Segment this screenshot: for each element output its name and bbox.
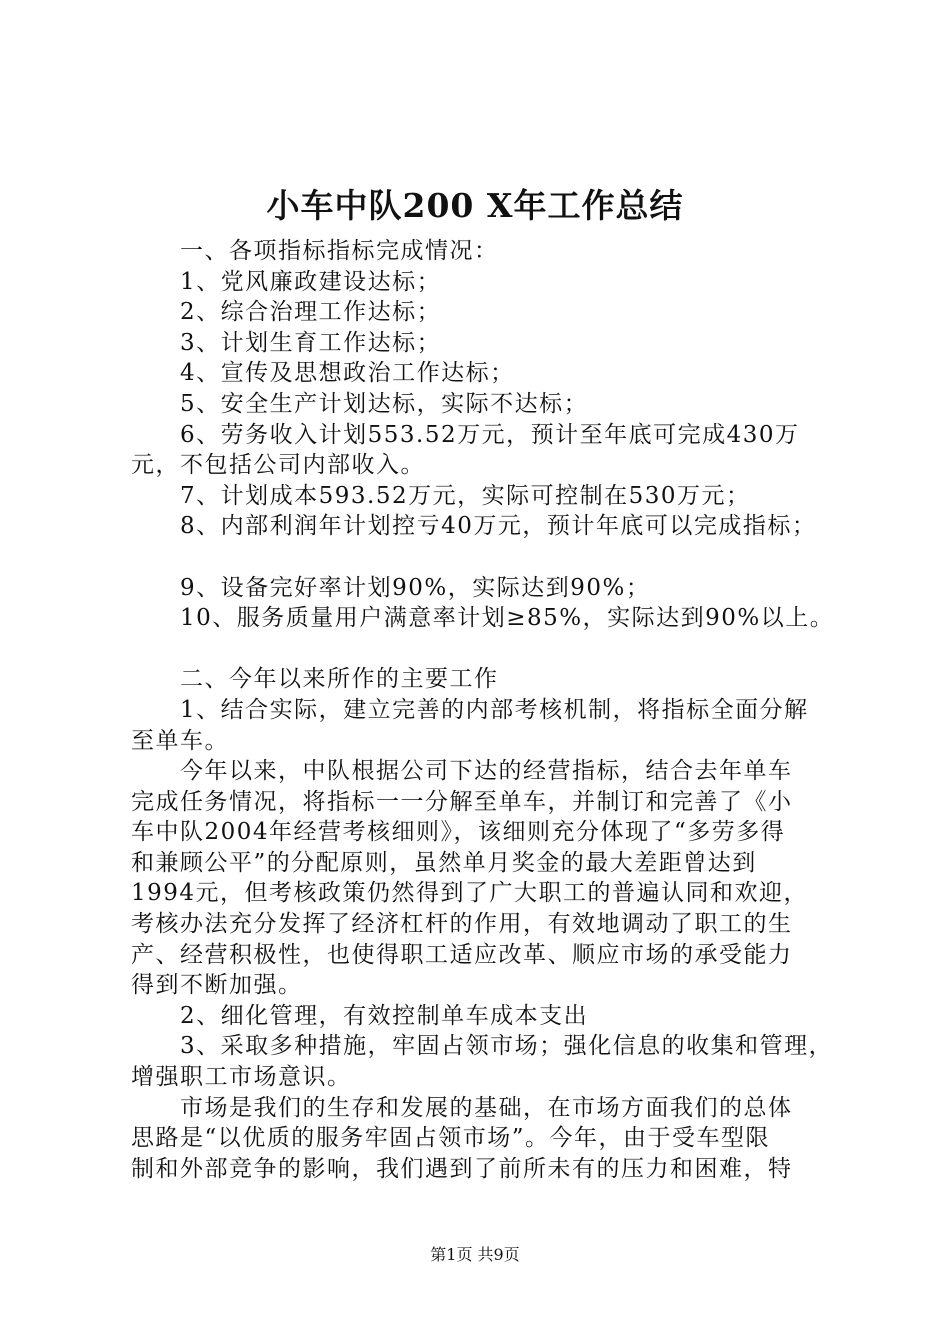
list-item: 10、服务质量用户满意率计划≥85%，实际达到90%以上。 bbox=[180, 605, 835, 632]
paragraph-line: 今年以来，中队根据公司下达的经营指标，结合去年单车 bbox=[180, 758, 793, 785]
list-item: 2、综合治理工作达标； bbox=[180, 299, 442, 326]
paragraph-line: 车中队2004年经营考核细则》，该细则充分体现了“多劳多得 bbox=[131, 819, 786, 846]
list-item: 4、宣传及思想政治工作达标； bbox=[180, 360, 515, 387]
page-number: 第1页 共9页 bbox=[430, 1245, 520, 1264]
document-body bbox=[131, 236, 837, 1184]
list-item: 7、计划成本593.52万元，实际可控制在530万元； bbox=[180, 482, 751, 509]
paragraph-line: 思路是“以优质的服务牢固占领市场”。今年，由于受车型限 bbox=[131, 1125, 771, 1152]
list-item: 3、计划生育工作达标； bbox=[180, 329, 442, 356]
paragraph-line: 得到不断加强。 bbox=[131, 972, 303, 999]
section-heading-2: 二、今年以来所作的主要工作 bbox=[180, 666, 499, 693]
blank-line bbox=[131, 542, 837, 573]
list-item: 8、内部利润年计划控亏40万元，预计年底可以完成指标； bbox=[180, 513, 817, 540]
list-item: 5、安全生产计划达标，实际不达标； bbox=[180, 390, 589, 417]
paragraph-line: 1、结合实际，建立完善的内部考核机制，将指标全面分解 bbox=[180, 696, 809, 723]
paragraph-line: 2、细化管理，有效控制单车成本支出 bbox=[180, 1002, 589, 1029]
section-heading-1: 一、各项指标指标完成情况： bbox=[180, 238, 499, 264]
paragraph-line: 至单车。 bbox=[131, 727, 229, 754]
list-item: 9、设备完好率计划90%，实际达到90%； bbox=[180, 574, 651, 601]
blank-line bbox=[131, 634, 837, 665]
paragraph-line: 和兼顾公平”的分配原则，虽然单月奖金的最大差距曾达到 bbox=[131, 849, 757, 876]
paragraph-line: 制和外部竞争的影响，我们遇到了前所未有的压力和困难，特 bbox=[131, 1155, 793, 1182]
paragraph-line: 完成任务情况，将指标一一分解至单车，并制订和完善了《小 bbox=[131, 788, 793, 815]
paragraph-line: 1994元，但考核政策仍然得到了广大职工的普遍认同和欢迎， bbox=[131, 880, 809, 907]
list-item: 6、劳务收入计划553.52万元，预计至年底可完成430万 bbox=[180, 421, 800, 448]
paragraph-line: 增强职工市场意识。 bbox=[131, 1064, 352, 1091]
list-item: 1、党风廉政建设达标； bbox=[180, 268, 442, 295]
paragraph-line: 产、经营积极性，也使得职工适应改革、顺应市场的承受能力 bbox=[131, 941, 793, 968]
document-title: 小车中队200 X年工作总结 bbox=[266, 186, 684, 225]
list-item-continuation: 元，不包括公司内部收入。 bbox=[131, 452, 425, 479]
paragraph-line: 市场是我们的生存和发展的基础，在市场方面我们的总体 bbox=[180, 1094, 793, 1121]
paragraph-line: 3、采取多种措施，牢固占领市场；强化信息的收集和管理， bbox=[180, 1033, 834, 1060]
paragraph-line: 考核办法充分发挥了经济杠杆的作用，有效地调动了职工的生 bbox=[131, 911, 793, 938]
